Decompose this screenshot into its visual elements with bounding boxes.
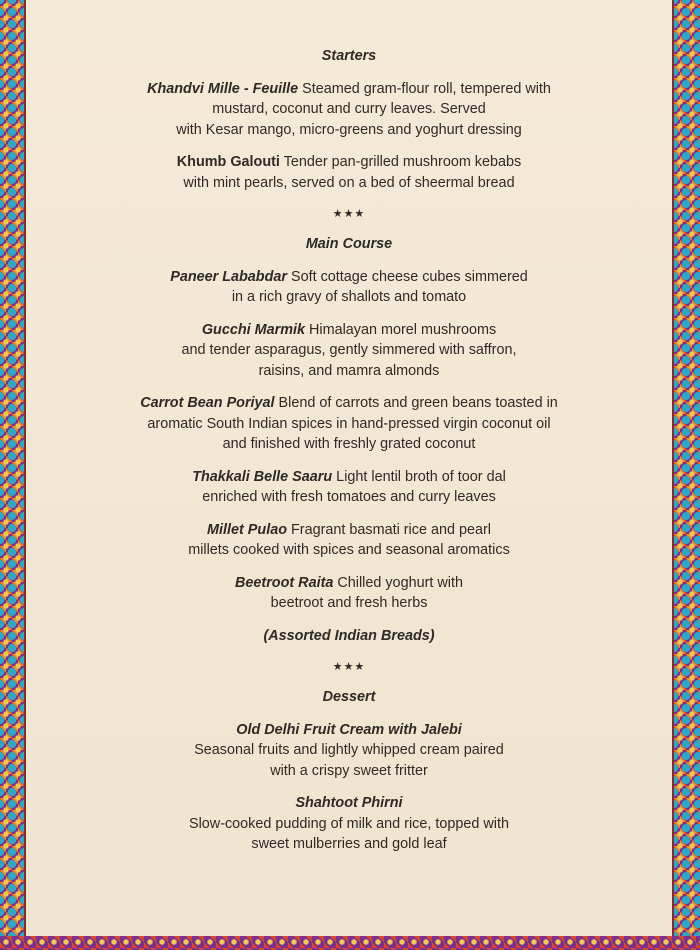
- menu-item-old-delhi-fruit-cream: [26, 720, 672, 782]
- item-description: Chilled yoghurt with: [333, 574, 463, 591]
- item-description: Steamed gram-flour roll, tempered with: [298, 80, 551, 97]
- section-separator: ★★★: [332, 208, 366, 220]
- border-rule-right: [672, 0, 674, 936]
- item-description: sweet mulberries and gold leaf: [251, 836, 447, 852]
- menu-item-paneer-lababdar: [26, 267, 672, 308]
- menu-item-thakkali-belle-saaru: [26, 467, 672, 508]
- menu-item-millet-pulao: [26, 520, 672, 561]
- section-heading-dessert: Dessert: [322, 689, 376, 705]
- item-description: raisins, and mamra almonds: [258, 362, 440, 379]
- menu-item-beetroot-raita: [26, 573, 672, 614]
- decorative-border-bottom: [0, 936, 700, 950]
- item-name: Thakkali Belle Saaru: [192, 468, 333, 485]
- item-description: enriched with fresh tomatoes and curry leaves: [202, 489, 496, 505]
- item-name: Carrot Bean Poriyal: [140, 395, 275, 411]
- item-description: Himalayan morel mushrooms: [305, 321, 497, 338]
- item-description: with mint pearls, served on a bed of sheermal bread: [183, 174, 515, 191]
- menu-item-khandvi: [26, 79, 672, 141]
- item-description: with Kesar mango, micro-greens and yoghurt dressing: [176, 121, 522, 138]
- section-separator: ★★★: [332, 661, 366, 673]
- item-name: Gucchi Marmik: [201, 321, 306, 338]
- menu-item-carrot-bean-poriyal: [26, 393, 672, 455]
- item-name: Khumb Galouti: [176, 154, 280, 170]
- decorative-border-left: [0, 0, 24, 950]
- item-name: Millet Pulao: [207, 521, 287, 538]
- border-rule-left: [24, 0, 26, 936]
- item-name: Shahtoot Phirni: [295, 795, 403, 811]
- item-description: mustard, coconut and curry leaves. Served: [212, 101, 486, 117]
- item-description: with a crispy sweet fritter: [270, 762, 428, 779]
- item-description: millets cooked with spices and seasonal aromatics: [188, 542, 510, 558]
- menu-item-gucchi-marmik: [26, 320, 672, 382]
- menu-card: [26, 0, 672, 936]
- menu-note-breads: (Assorted Indian Breads): [263, 627, 435, 644]
- item-description: and finished with freshly grated coconut: [222, 436, 476, 452]
- item-description: Soft cottage cheese cubes simmered: [287, 268, 528, 285]
- item-description: and tender asparagus, gently simmered with saffron,: [181, 342, 517, 358]
- item-description: Fragrant basmati rice and pearl: [287, 521, 491, 538]
- menu-item-khumb-galouti: [26, 152, 672, 193]
- item-description: Seasonal fruits and lightly whipped cream paired: [194, 742, 504, 758]
- item-name: Paneer Lababdar: [170, 268, 287, 285]
- item-description: Tender pan-grilled mushroom kebabs: [279, 154, 522, 170]
- section-heading-starters: Starters: [321, 48, 377, 64]
- item-name: Beetroot Raita: [235, 574, 334, 591]
- item-description: aromatic South Indian spices in hand-pressed virgin coconut oil: [147, 415, 551, 432]
- item-description: in a rich gravy of shallots and tomato: [231, 289, 467, 305]
- item-description: beetroot and fresh herbs: [270, 595, 428, 611]
- section-heading-main-course: Main Course: [305, 236, 393, 252]
- menu-content: [26, 46, 672, 855]
- item-name: Khandvi Mille - Feuille: [147, 80, 299, 97]
- item-description: Light lentil broth of toor dal: [332, 468, 506, 485]
- item-description: Slow-cooked pudding of milk and rice, topped with: [189, 815, 509, 832]
- decorative-border-right: [674, 0, 700, 950]
- item-name: Old Delhi Fruit Cream with Jalebi: [236, 721, 462, 738]
- menu-item-shahtoot-phirni: [26, 793, 672, 855]
- item-description: Blend of carrots and green beans toasted in: [274, 395, 558, 411]
